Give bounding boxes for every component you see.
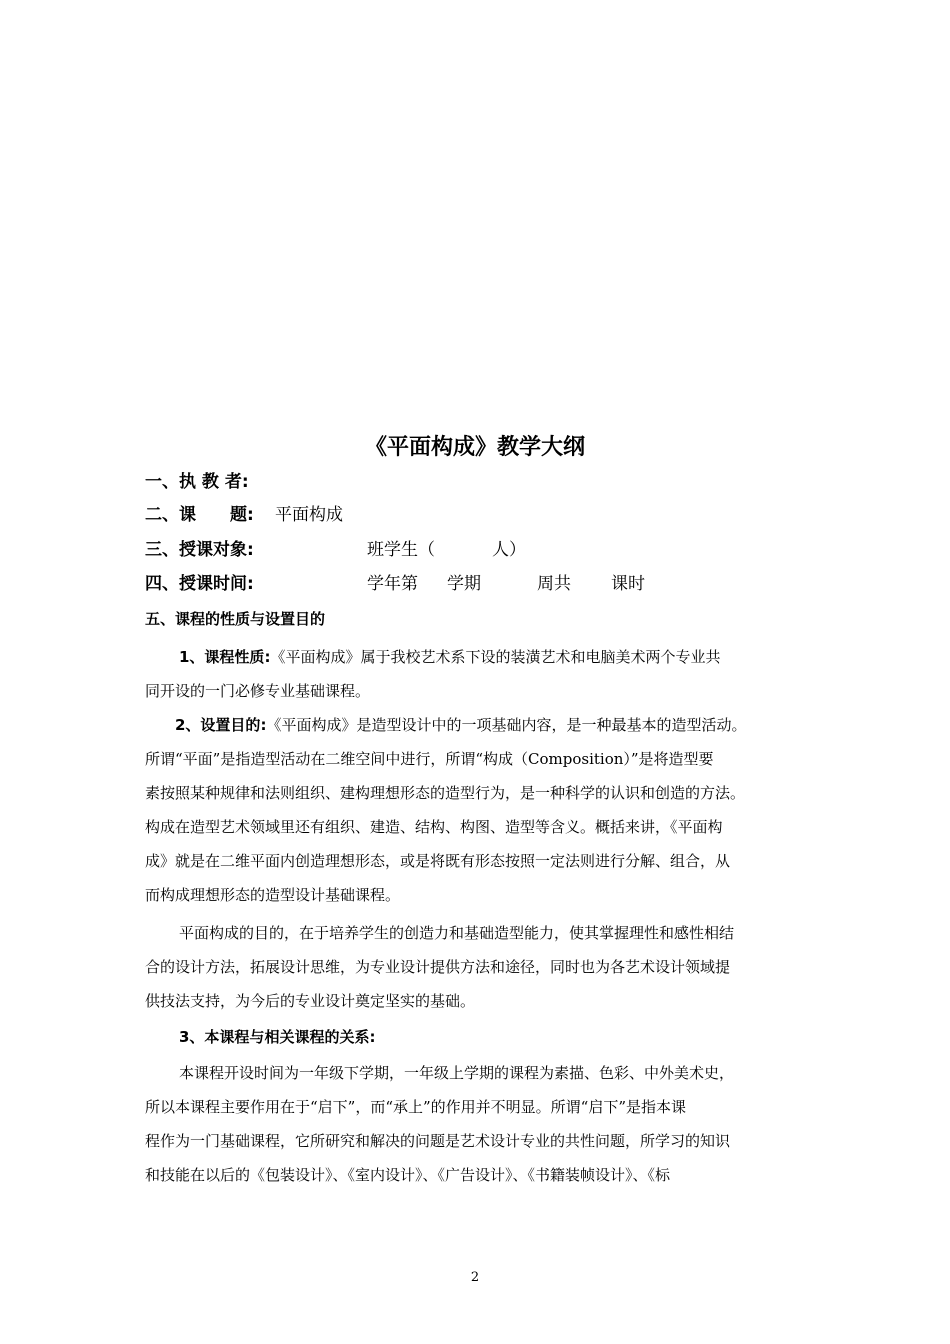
topic-value: 平面构成	[275, 505, 343, 525]
schedule-year: 学年第	[367, 574, 418, 594]
goal-line1: 平面构成的目的，在于培养学生的创造力和基础造型能力，使其掌握理性和感性相结	[179, 924, 735, 942]
schedule-hours: 课时	[611, 574, 645, 594]
relations-line1: 本课程开设时间为一年级下学期，一年级上学期的课程为素描、色彩、中外美术史，	[179, 1064, 735, 1082]
goal-line2: 合的设计方法，拓展设计思维，为专业设计提供方法和途径，同时也为各艺术设计领域提	[145, 958, 731, 976]
purpose-line1: 《平面构成》是造型设计中的一项基础内容，是一种最基本的造型活动。	[266, 716, 747, 734]
purpose-line3: 素按照某种规律和法则组织、建构理想形态的造型行为，是一种科学的认识和创造的方法。	[145, 784, 746, 802]
schedule-label: 四、授课时间:	[145, 574, 254, 594]
page-number: 2	[470, 1270, 480, 1285]
executor-label: 一、执 教 者:	[145, 472, 249, 492]
course-nature-line2: 同开设的一门必修专业基础课程。	[145, 682, 371, 700]
purpose-line5: 成》就是在二维平面内创造理想形态，或是将既有形态按照一定法则进行分解、组合，从	[145, 852, 731, 870]
course-nature-label: 1、课程性质:	[179, 648, 271, 666]
paragraph-course-nature	[145, 640, 815, 708]
paragraph-goal	[145, 916, 815, 1018]
audience-value-b: 人）	[492, 540, 526, 560]
related-courses-heading: 3、本课程与相关课程的关系:	[179, 1028, 376, 1046]
schedule-weeks: 周共	[537, 574, 571, 594]
topic-label	[145, 503, 254, 527]
purpose-line4: 构成在造型艺术领域里还有组织、建造、结构、构图、造型等含义。概括来讲，《平面构	[145, 818, 723, 836]
goal-line3: 供技法支持，为今后的专业设计奠定坚实的基础。	[145, 992, 476, 1010]
paragraph-purpose	[145, 708, 815, 912]
topic-label-text: 二、课 题:	[145, 505, 254, 525]
paragraph-relations	[145, 1056, 815, 1192]
section-five-heading: 五、课程的性质与设置目的	[145, 610, 326, 628]
document-title: 《平面构成》教学大纲	[364, 435, 585, 460]
audience-label: 三、授课对象:	[145, 540, 254, 560]
relations-line3: 程作为一门基础课程，它所研究和解决的问题是艺术设计专业的共性问题，所学习的知识	[145, 1132, 731, 1150]
relations-line2: 所以本课程主要作用在于“启下”，而“承上”的作用并不明显。所谓“启下”是指本课	[145, 1098, 687, 1116]
purpose-label: 2、设置目的:	[175, 716, 267, 734]
purpose-line2: 所谓“平面”是指造型活动在二维空间中进行，所谓“构成（Composition）”是将造型要	[145, 750, 714, 768]
course-nature-line1: 《平面构成》属于我校艺术系下设的装潢艺术和电脑美术两个专业共	[270, 648, 721, 666]
purpose-line6: 而构成理想形态的造型设计基础课程。	[145, 886, 401, 904]
schedule-semester: 学期	[447, 574, 481, 594]
relations-line4: 和技能在以后的《包装设计》、《室内设计》、《广告设计》、《书籍装帧设计》、《标	[145, 1166, 671, 1184]
audience-value-a: 班学生（	[367, 540, 435, 560]
